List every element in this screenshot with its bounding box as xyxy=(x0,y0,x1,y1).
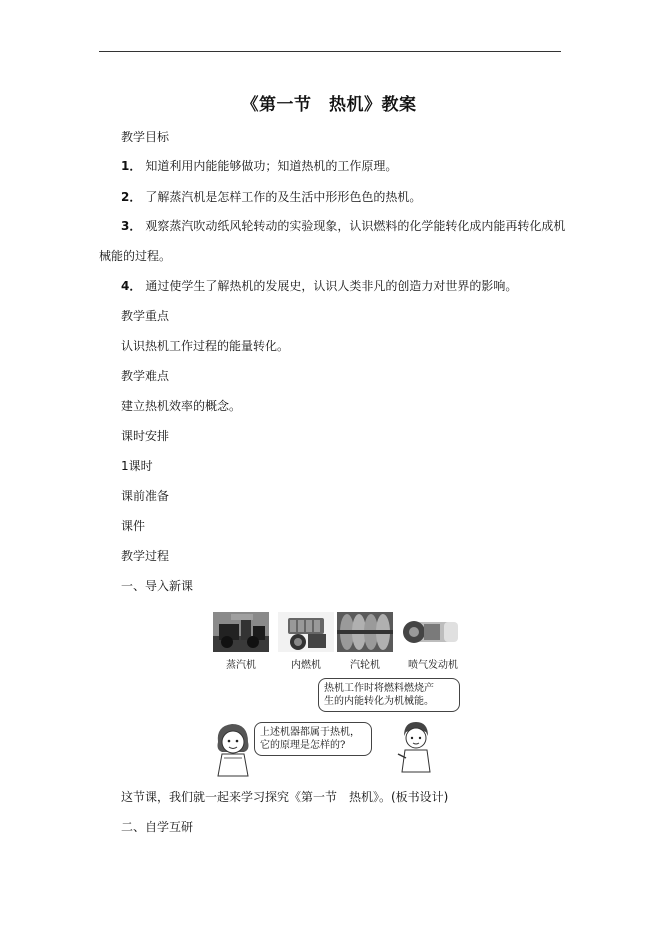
intro-text: 这节课，我们就一起来学习探究《第一节 热机》。(板书设计) xyxy=(121,790,449,804)
goal-4-text: 通过使学生了解热机的发展史，认识人类非凡的创造力对世界的影响。 xyxy=(145,279,518,293)
goal-3 xyxy=(121,218,565,234)
caption-steam-turbine: 汽轮机 xyxy=(350,660,380,671)
caption-internal-combustion-engine: 内燃机 xyxy=(291,660,321,671)
bubble-left-line-2: 它的原理是怎样的? xyxy=(260,740,346,751)
key-heading: 教学重点 xyxy=(121,309,170,323)
process-heading: 教学过程 xyxy=(121,549,170,563)
steam-engine-image xyxy=(213,612,269,652)
prep-text: 课件 xyxy=(121,519,146,533)
difficulty-heading: 教学难点 xyxy=(121,369,170,383)
girl-student-icon xyxy=(212,720,254,782)
speech-bubble-left xyxy=(254,722,372,756)
goal-2 xyxy=(121,189,421,205)
heat-engine-figure xyxy=(210,608,475,778)
bubble-right-line-2: 生的内能转化为机械能。 xyxy=(324,696,434,707)
goal-3-text: 观察蒸汽吹动纸风轮转动的实验现象，认识燃料的化学能转化成内能再转化成机 xyxy=(145,219,566,233)
bubble-right-line-1: 热机工作时将燃料燃烧产 xyxy=(324,683,434,694)
bubble-left-line-1: 上述机器都属于热机， xyxy=(260,727,360,738)
internal-combustion-engine-image xyxy=(278,612,334,652)
goal-2-text: 了解蒸汽机是怎样工作的及生活中形形色色的热机。 xyxy=(145,190,422,204)
goal-4-number: 4． xyxy=(121,279,142,293)
caption-jet-engine: 喷气发动机 xyxy=(408,660,458,671)
steam-turbine-image xyxy=(337,612,393,652)
goal-4 xyxy=(121,278,517,294)
goal-3-continued: 械能的过程。 xyxy=(99,249,172,263)
schedule-text: 1课时 xyxy=(121,459,153,473)
schedule-heading: 课时安排 xyxy=(121,429,170,443)
caption-steam-engine: 蒸汽机 xyxy=(226,660,256,671)
goals-heading: 教学目标 xyxy=(121,130,170,144)
difficulty-text: 建立热机效率的概念。 xyxy=(121,399,242,413)
speech-bubble-right xyxy=(318,678,460,712)
jet-engine-image xyxy=(400,612,466,652)
goal-1-text: 知道利用内能能够做功；知道热机的工作原理。 xyxy=(145,159,398,173)
goal-1 xyxy=(121,158,397,174)
document-title: 《第一节 热机》教案 xyxy=(241,95,417,115)
boy-student-icon xyxy=(396,718,436,778)
part-2-heading: 二、自学互研 xyxy=(121,820,194,834)
key-text: 认识热机工作过程的能量转化。 xyxy=(121,339,290,353)
goal-3-number: 3． xyxy=(121,219,142,233)
header-rule xyxy=(99,51,561,52)
goal-1-number: 1． xyxy=(121,159,142,173)
part-1-heading: 一、导入新课 xyxy=(121,579,194,593)
goal-2-number: 2． xyxy=(121,190,142,204)
prep-heading: 课前准备 xyxy=(121,489,170,503)
